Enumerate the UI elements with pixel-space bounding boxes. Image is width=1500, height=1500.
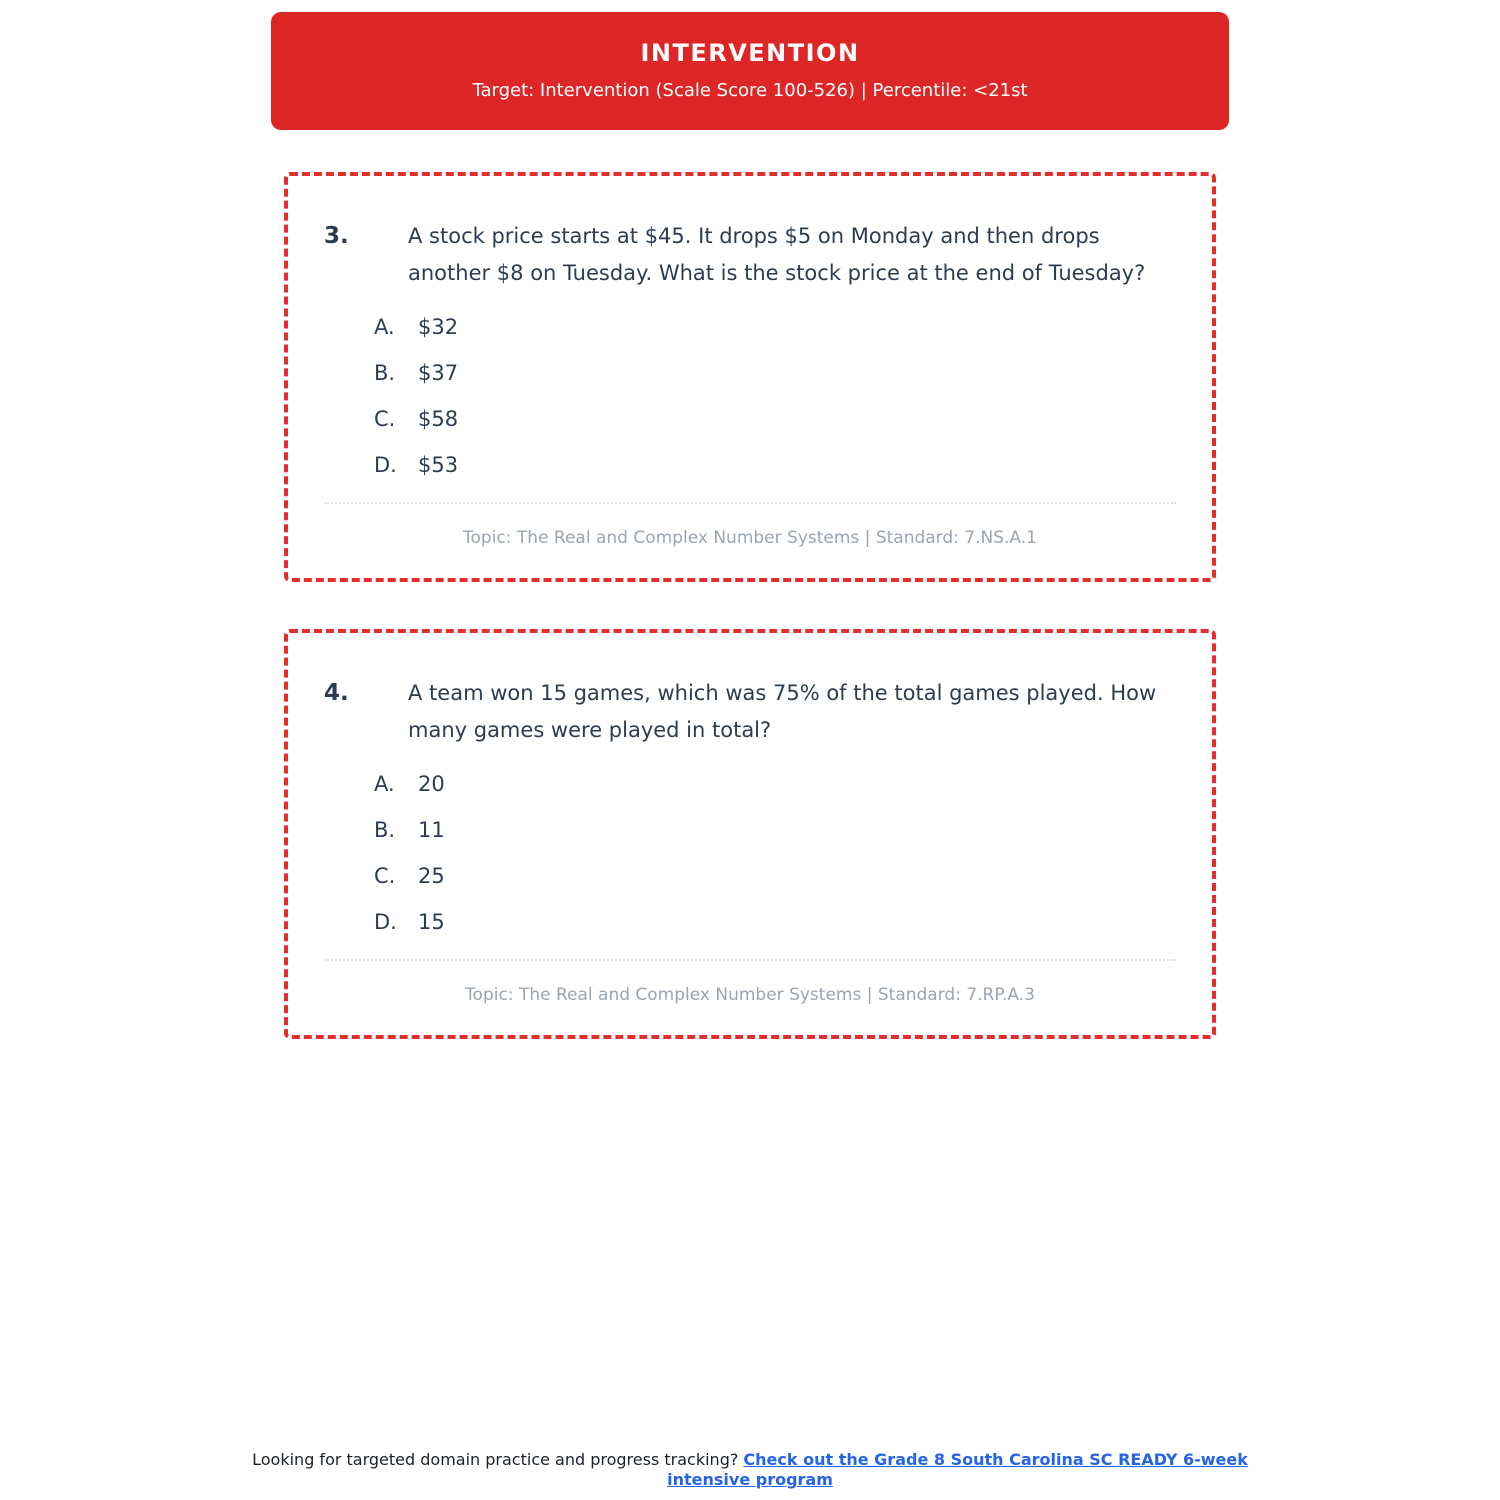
option-value: $32 [418, 315, 459, 339]
option-value: $53 [418, 453, 459, 477]
question-row [318, 218, 1182, 292]
footer-text: Looking for targeted domain practice and progress tracking? [252, 1450, 744, 1469]
options-list [374, 771, 1182, 935]
option-b [374, 360, 1182, 386]
question-card-3 [284, 172, 1216, 582]
option-c [374, 406, 1182, 432]
option-a [374, 771, 1182, 797]
question-card-4 [284, 629, 1216, 1039]
banner-subtitle: Target: Intervention (Scale Score 100-526) | Percentile: <21st [472, 80, 1028, 101]
option-letter: A. [374, 772, 395, 796]
topic-standard-line: Topic: The Real and Complex Number Systems | Standard: 7.RP.A.3 [465, 985, 1035, 1005]
question-number: 4. [324, 680, 349, 706]
option-c [374, 863, 1182, 889]
option-letter: D. [374, 453, 397, 477]
question-text: A team won 15 games, which was 75% of the total games played. How many games were played in total? [408, 681, 1157, 742]
footer-program-link[interactable]: Check out the Grade 8 South Carolina SC READY 6-week intensive program [667, 1450, 1248, 1489]
option-value: $58 [418, 407, 459, 431]
option-value: 15 [418, 910, 445, 934]
option-d [374, 452, 1182, 478]
option-b [374, 817, 1182, 843]
option-a [374, 314, 1182, 340]
banner-title: INTERVENTION [640, 39, 860, 67]
option-letter: D. [374, 910, 397, 934]
divider [324, 959, 1176, 961]
option-letter: B. [374, 361, 396, 385]
option-letter: A. [374, 315, 395, 339]
option-letter: C. [374, 407, 396, 431]
question-row [318, 675, 1182, 749]
page-footer [250, 1450, 1250, 1490]
option-value: 11 [418, 818, 445, 842]
options-list [374, 314, 1182, 478]
intervention-banner [271, 12, 1229, 130]
option-value: 20 [418, 772, 445, 796]
question-number: 3. [324, 223, 349, 249]
option-d [374, 909, 1182, 935]
topic-standard-line: Topic: The Real and Complex Number Systems | Standard: 7.NS.A.1 [463, 528, 1037, 548]
option-value: $37 [418, 361, 459, 385]
question-text: A stock price starts at $45. It drops $5 on Monday and then drops another $8 on Tuesday. What is the stock price at the end of Tuesday? [408, 224, 1146, 285]
option-value: 25 [418, 864, 445, 888]
divider [324, 502, 1176, 504]
option-letter: C. [374, 864, 396, 888]
option-letter: B. [374, 818, 396, 842]
